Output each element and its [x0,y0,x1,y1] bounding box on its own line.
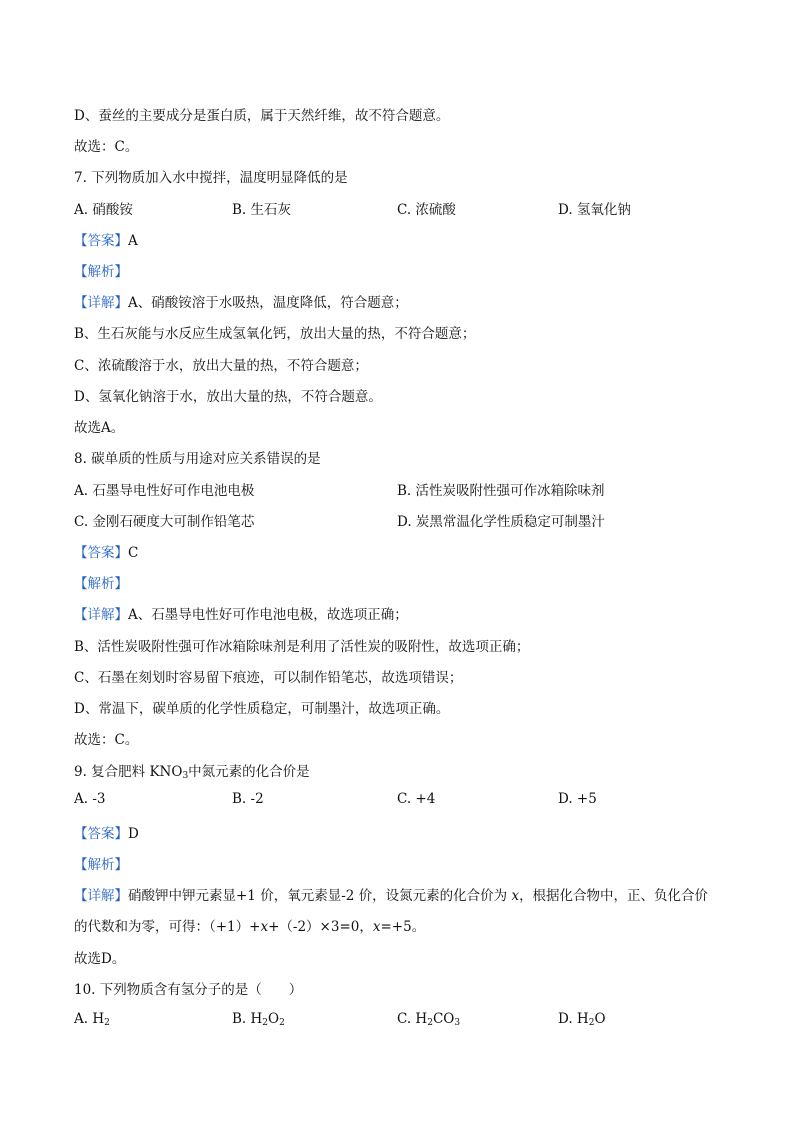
q8-option-a: A. 石墨导电性好可作电池电极 [74,483,255,499]
q8-answer-value: C [128,545,139,561]
q10-b-label: B. H [232,1011,263,1027]
q10-option-d [558,1011,606,1028]
detail-tag: 【详解】 [74,295,128,311]
q9-detail-1-pre: 硝酸钾中钾元素显+1 价，氧元素显-2 价，设氮元素的化合价为 [128,888,512,904]
answer-tag: 【答案】 [74,545,128,561]
q9-detail-line-2 [74,915,425,935]
q10-d-sub1: 2 [588,1018,595,1028]
answer-tag: 【答案】 [74,233,128,249]
q10-option-b [232,1011,285,1028]
q10-option-c [397,1011,460,1028]
q7-option-c: C. 浓硫酸 [397,202,456,218]
q9-option-a: A. -3 [74,791,106,807]
q9-detail-1-post: ，根据化合物中，正、负化合价 [519,888,709,904]
q9-detail-2-pre: 的代数和为零，可得：（+1）+ [74,919,261,935]
q8-select: 故选：C。 [74,732,139,748]
q9-answer [74,822,139,842]
q8-answer [74,541,138,561]
q10-d-mid: O [594,1011,606,1027]
q10-c-sub1: 2 [427,1018,433,1028]
q9-detail-2-post: =+5。 [380,919,426,935]
q7-option-b: B. 生石灰 [232,202,292,218]
q8-detail-text-1: A、石墨导电性好可作电池电极，故选项正确； [128,607,408,623]
answer-tag: 【答案】 [74,826,128,842]
q10-b-sub2: 2 [279,1018,285,1028]
q9-detail-2-mid: +（-2）×3=0， [268,919,373,935]
q7-analysis-tag: 【解析】 [74,264,128,280]
q9-analysis-tag: 【解析】 [74,857,128,873]
q9-stem-post: 中氮元素的化合价是 [188,764,310,780]
q6-select: 故选：C。 [74,139,139,155]
q7-detail-line-1 [74,291,408,311]
q9-option-c: C. +4 [397,791,436,807]
q9-stem-pre: 9. 复合肥料 KNO [74,764,183,780]
q10-b-mid: O [268,1011,280,1027]
q8-option-d: D. 炭黑常温化学性质稳定可制墨汁 [397,514,605,530]
detail-tag: 【详解】 [74,888,128,904]
q10-d-label: D. H [558,1011,589,1027]
q10-c-sub2: 3 [454,1018,461,1028]
q8-option-b: B. 活性炭吸附性强可作冰箱除味剂 [397,483,605,499]
q9-detail-line-1 [74,884,708,904]
q8-detail-line-4: D、常温下，碳单质的化学性质稳定，可制墨汁，故选项正确。 [74,701,450,717]
q9-answer-value: D [128,826,139,842]
q7-option-d: D. 氢氧化钠 [558,202,631,218]
q7-detail-text-1: A、硝酸铵溶于水吸热，温度降低，符合题意； [128,295,408,311]
q6-option-d-explanation: D、蚕丝的主要成分是蛋白质，属于天然纤维，故不符合题意。 [74,108,450,124]
q8-detail-line-3: C、石墨在刻划时容易留下痕迹，可以制作铅笔芯，故选项错误； [74,670,463,686]
q7-select: 故选A。 [74,420,125,436]
q8-detail-line-1 [74,603,408,623]
q7-option-a: A. 硝酸铵 [74,202,133,218]
q10-option-a [74,1011,110,1028]
detail-tag: 【详解】 [74,607,128,623]
q9-detail-1-var: x [511,888,520,904]
q7-detail-line-2: B、生石灰能与水反应生成氢氧化钙，放出大量的热，不符合题意； [74,326,476,342]
q9-select: 故选D。 [74,951,126,967]
q8-detail-line-2: B、活性炭吸附性强可作冰箱除味剂是利用了活性炭的吸附性，故选项正确； [74,639,530,655]
q9-detail-2-var1: x [260,919,269,935]
q9-detail-2-var2: x [372,919,381,935]
q9-stem [74,760,310,781]
q8-analysis-tag: 【解析】 [74,576,128,592]
q8-option-c: C. 金刚石硬度大可制作铅笔芯 [74,514,255,530]
q10-a-sub1: 2 [104,1018,110,1028]
q7-answer-value: A [128,233,138,249]
q10-b-sub1: 2 [262,1018,269,1028]
q10-c-label: C. H [397,1011,428,1027]
q10-c-mid: CO [432,1011,455,1027]
q10-a-label: A. H [74,1011,105,1027]
q7-detail-line-4: D、氢氧化钠溶于水，放出大量的热，不符合题意。 [74,389,382,405]
q7-answer [74,229,138,249]
q7-detail-line-3: C、浓硫酸溶于水，放出大量的热，不符合题意； [74,358,368,374]
q8-stem: 8. 碳单质的性质与用途对应关系错误的是 [74,451,321,467]
q9-option-b: B. -2 [232,791,264,807]
q9-option-d: D. +5 [558,791,597,807]
q10-stem: 10. 下列物质含有氢分子的是（ ） [74,982,303,998]
q9-stem-sub: 3 [182,771,189,781]
q7-stem: 7. 下列物质加入水中搅拌，温度明显降低的是 [74,170,348,186]
